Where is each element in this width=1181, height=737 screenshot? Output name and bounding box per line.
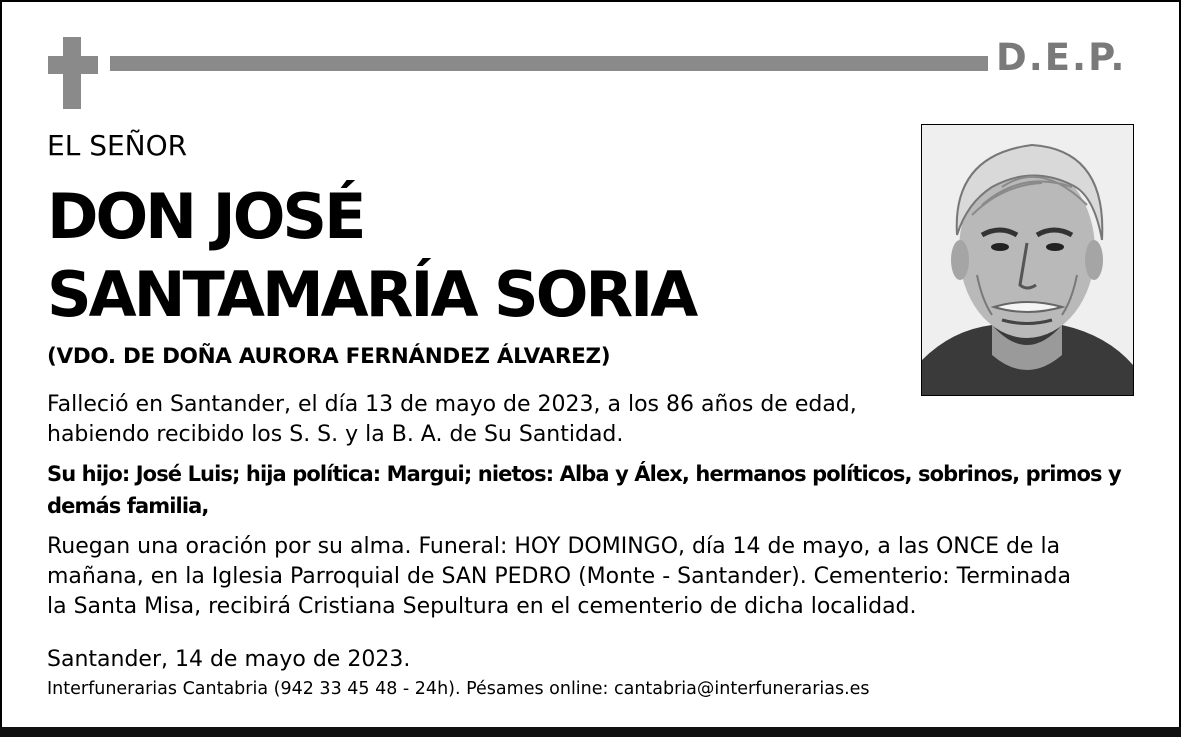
deceased-name-line2: SANTAMARÍA SORIA [47, 258, 696, 331]
dep-label: D.E.P. [996, 36, 1127, 79]
portrait-image [922, 125, 1133, 395]
family-line2: demás familia, [47, 494, 209, 518]
widower-of: (VDO. DE DOÑA AURORA FERNÁNDEZ ÁLVAREZ) [47, 344, 611, 369]
family-line1: Su hijo: José Luis; hija política: Margui; nietos: Alba y Álex, hermanos políticos, sobrinos, primos y [47, 462, 1121, 486]
header-rule [110, 56, 988, 71]
funeral-home-contact: Interfunerarias Cantabria (942 33 45 48 - 24h). Pésames online: cantabria@interfunerarias.es [47, 679, 870, 699]
date-line: Santander, 14 de mayo de 2023. [47, 647, 411, 672]
latin-cross-icon-arm [48, 56, 98, 74]
funeral-line2: mañana, en la Iglesia Parroquial de SAN PEDRO (Monte - Santander). Cementerio: Terminada [47, 564, 1071, 589]
death-notice-line2: habiendo recibido los S. S. y la B. A. de Su Santidad. [47, 422, 624, 447]
salutation: EL SEÑOR [47, 129, 188, 162]
death-notice [47, 390, 857, 450]
family-list [47, 458, 1121, 522]
deceased-portrait [921, 124, 1134, 396]
funeral-details [47, 532, 1071, 622]
funeral-line1: Ruegan una oración por su alma. Funeral: HOY DOMINGO, día 14 de mayo, a las ONCE de la [47, 534, 1061, 559]
funeral-line3: la Santa Misa, recibirá Cristiana Sepultura en el cementerio de dicha localidad. [47, 594, 917, 619]
death-notice-line1: Falleció en Santander, el día 13 de mayo de 2023, a los 86 años de edad, [47, 392, 857, 417]
bottom-bar [0, 727, 1181, 737]
deceased-name-line1: DON JOSÉ [47, 180, 364, 253]
